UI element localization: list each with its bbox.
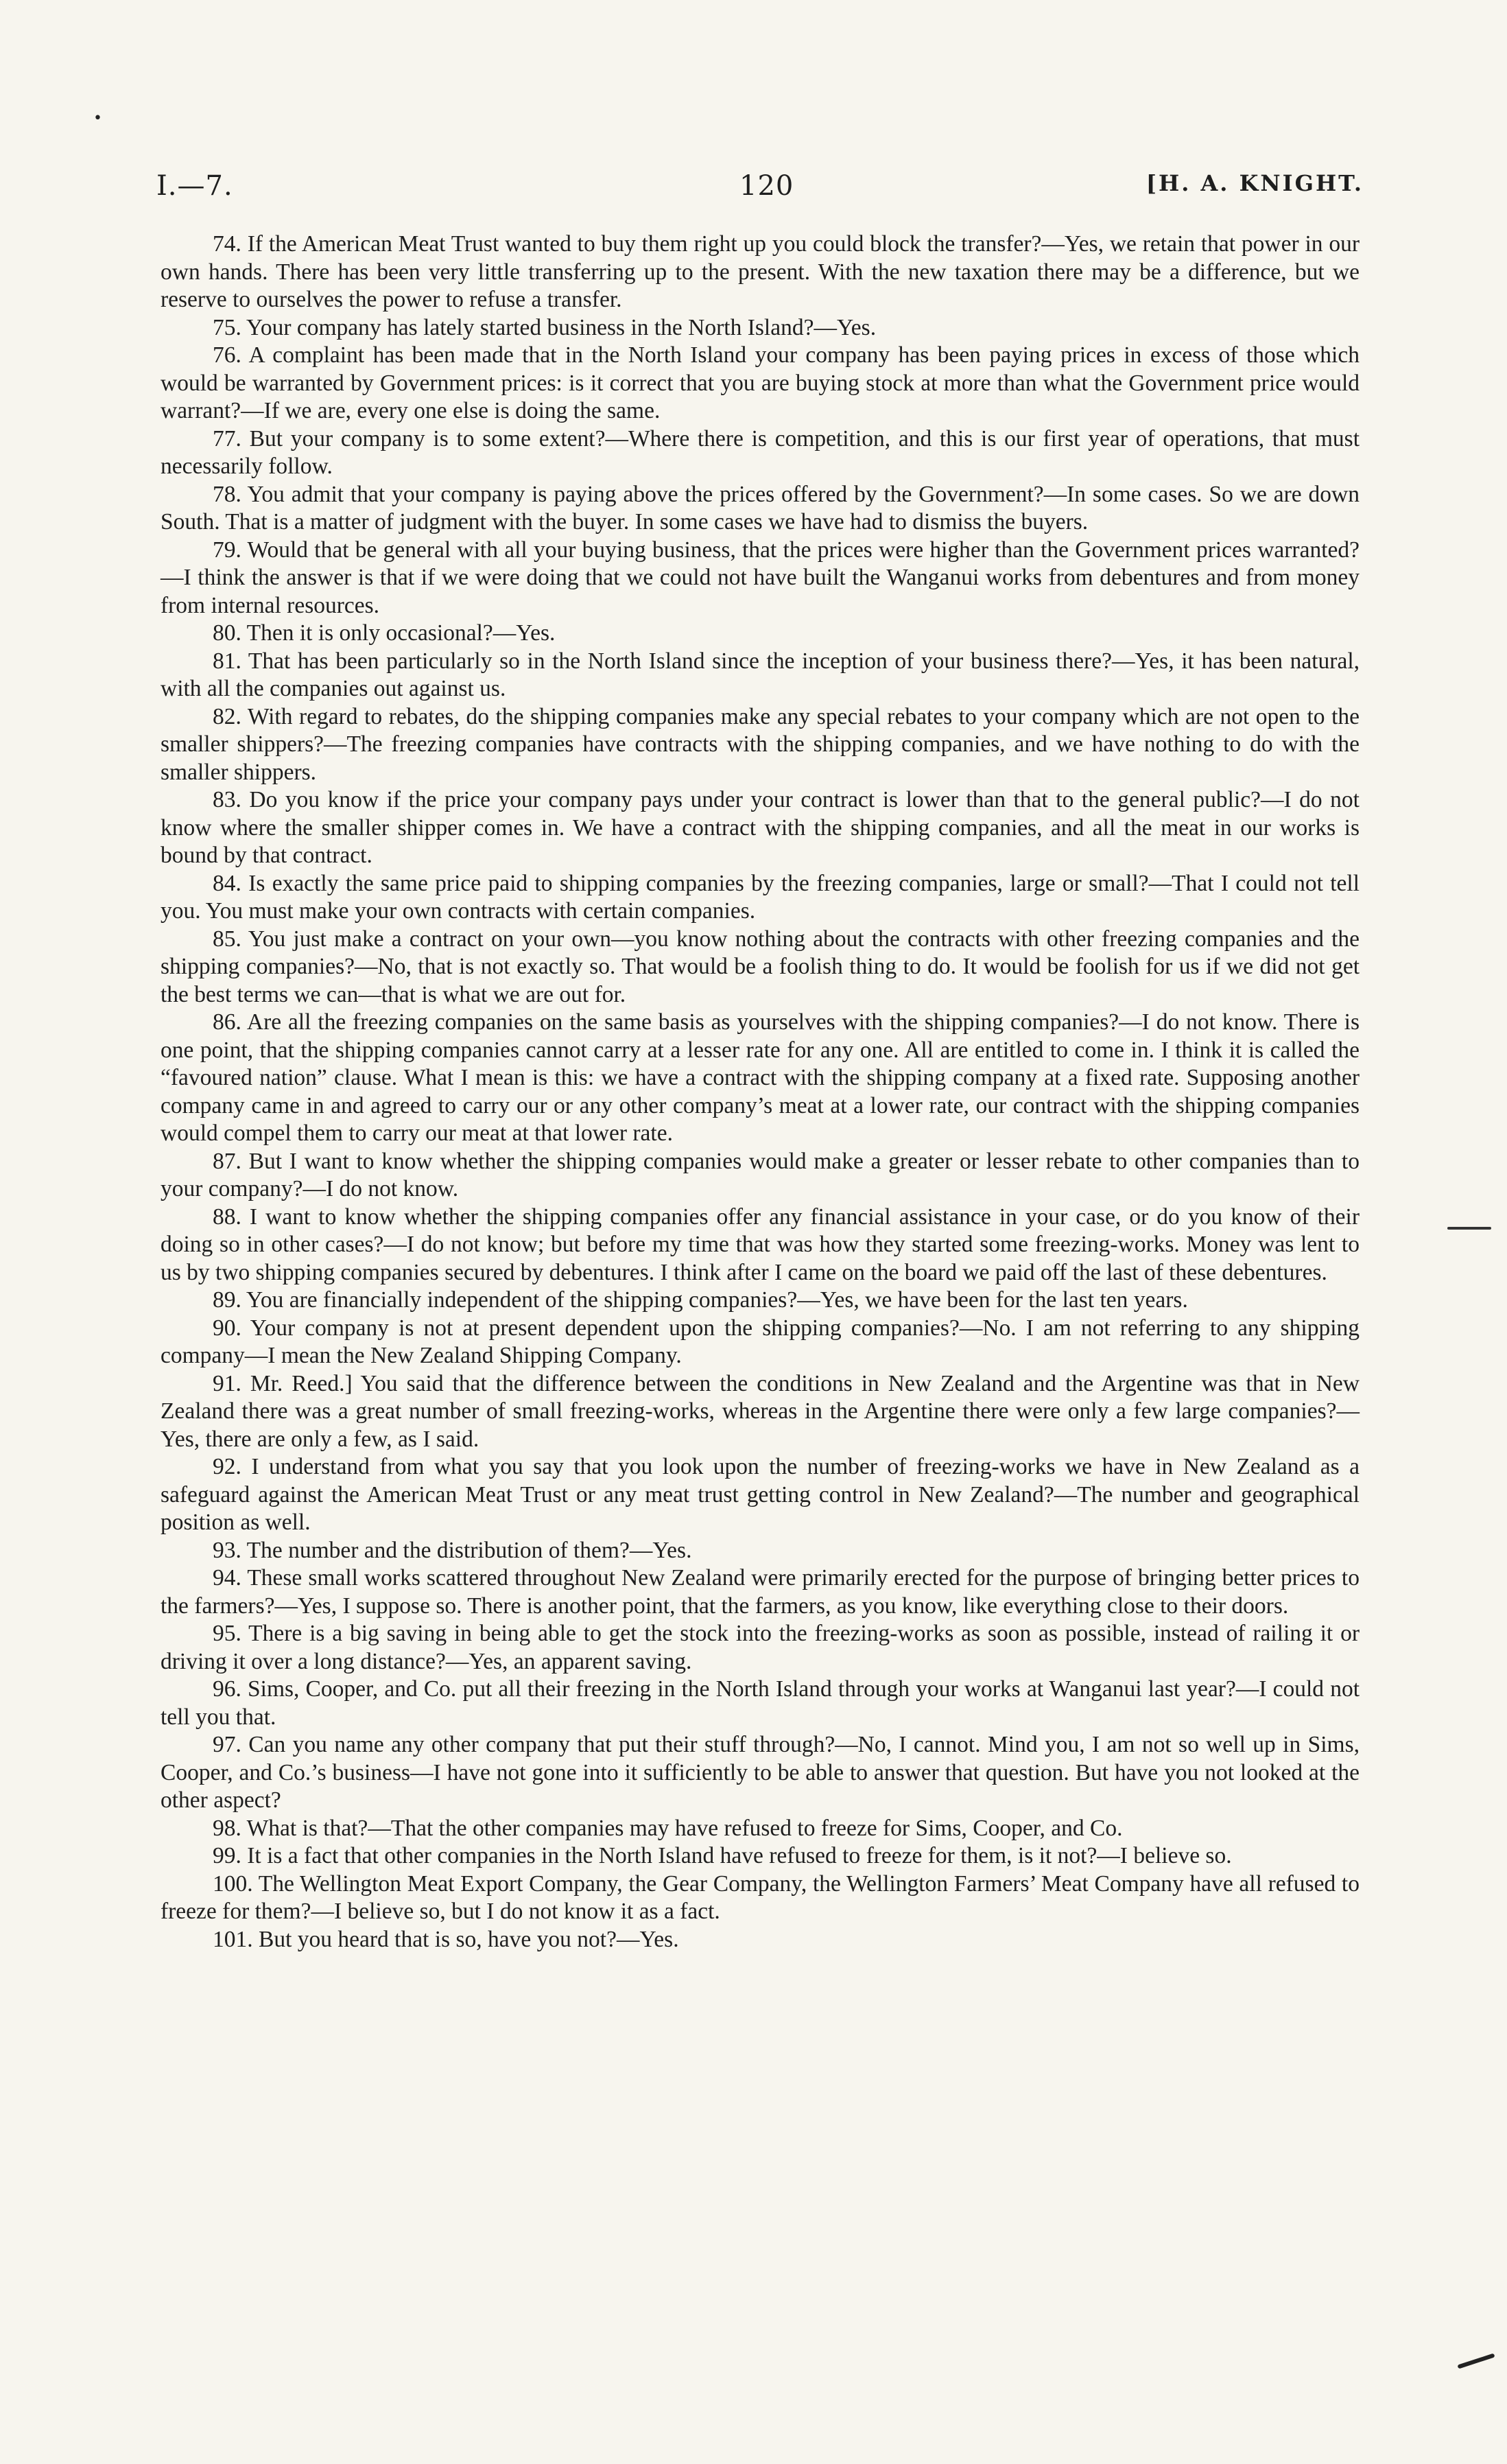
paragraph-q86: 86. Are all the freezing companies on the same basis as yourselves with the shipping companies?—I do not know. There is one point, that the shipping companies cannot carry at a lesser rate for any one. All are entitled to come in. I think it is called the “favoured nation” clause. What I mean is this: we have a contract with the shipping company at a fixed rate. Supposing another company came in and agreed to carry our or any other company’s meat at a lower rate, our contract with the shipping companies would compel them to carry our meat at that lower rate. [161, 1009, 1360, 1146]
page-header [156, 170, 1364, 211]
margin-stroke-mark [1457, 2353, 1495, 2369]
paragraph-q97: 97. Can you name any other company that put their stuff through?—No, I cannot. Mind you, I am not so well up in Sims, Cooper, and Co.’s business—I have not gone into it sufficiently to be able to answer that question. But have you not looked at the other aspect? [161, 1732, 1360, 1813]
paragraph-q89: 89. You are financially independent of the shipping companies?—Yes, we have been for the last ten years. [213, 1287, 1188, 1313]
document-reference: I.—7. [156, 170, 233, 202]
stray-dot-mark: • [93, 110, 102, 127]
paragraph-q101: 101. But you heard that is so, have you not?—Yes. [213, 1926, 679, 1952]
paragraph-q93: 93. The number and the distribution of them?—Yes. [213, 1537, 692, 1563]
paragraph-q92: 92. I understand from what you say that you look upon the number of freezing-works we have in New Zealand as a safeguard against the American Meat Trust or any meat trust getting control in New Zealand?—The number and geographical position as well. [161, 1454, 1360, 1535]
paragraph-q84: 84. Is exactly the same price paid to shipping companies by the freezing companies, large or small?—That I could not tell you. You must make your own contracts with certain companies. [161, 870, 1360, 924]
paragraph-q74: 74. If the American Meat Trust wanted to buy them right up you could block the transfer?—Yes, we retain that power in our own hands. There has been very little transferring up to the present. With the new taxation there may be a difference, but we reserve to ourselves the power to refuse a transfer. [161, 231, 1360, 312]
page-number: 120 [739, 170, 794, 202]
paragraph-q79: 79. Would that be general with all your buying business, that the prices were higher than the Government prices warranted?—I think the answer is that if we were doing that we could not have built the Wanganui works from debentures and from money from internal resources. [161, 537, 1360, 618]
paragraph-q99: 99. It is a fact that other companies in the North Island have refused to freeze for them, is it not?—I believe so. [213, 1843, 1232, 1868]
margin-dash-mark [1447, 1227, 1491, 1230]
paragraph-q85: 85. You just make a contract on your own—you know nothing about the contracts with other freezing companies and the shipping companies?—No, that is not exactly so. That would be a foolish thing to do. It would be foolish for us if we did not get the best terms we can—that is what we are out for. [161, 926, 1360, 1007]
paragraph-q83: 83. Do you know if the price your company pays under your contract is lower than that to the general public?—I do not know where the smaller shipper comes in. We have a contract with the shipping companies, and all the meat in our works is bound by that contract. [161, 787, 1360, 868]
paragraph-q90: 90. Your company is not at present dependent upon the shipping companies?—No. I am not referring to any shipping company—I mean the New Zealand Shipping Company. [161, 1315, 1360, 1368]
transcript-body [161, 231, 1360, 1953]
paragraph-q100: 100. The Wellington Meat Export Company, the Gear Company, the Wellington Farmers’ Meat Company have all refused to freeze for them?—I believe so, but I do not know it as a fact. [161, 1870, 1360, 1924]
paragraph-q96: 96. Sims, Cooper, and Co. put all their freezing in the North Island through your works at Wanganui last year?—I could not tell you that. [161, 1676, 1360, 1730]
paragraph-q87: 87. But I want to know whether the shipping companies would make a greater or lesser rebate to other companies than to your company?—I do not know. [161, 1148, 1360, 1201]
paragraph-q76: 76. A complaint has been made that in the North Island your company has been paying prices in excess of those which would be warranted by Government prices: is it correct that you are buying stock at more than what the Government price would warrant?—If we are, every one else is doing the same. [161, 342, 1360, 423]
witness-name: [H. A. KNIGHT. [1146, 170, 1364, 196]
paragraph-q95: 95. There is a big saving in being able to get the stock into the freezing-works as soon as possible, instead of railing it or driving it over a long distance?—Yes, an apparent saving. [161, 1621, 1360, 1674]
paragraph-q77: 77. But your company is to some extent?—Where there is competition, and this is our first year of operations, that must necessarily follow. [161, 425, 1360, 479]
paragraph-q98: 98. What is that?—That the other companies may have refused to freeze for Sims, Cooper, and Co. [213, 1815, 1123, 1841]
paragraph-q78: 78. You admit that your company is paying above the prices offered by the Government?—In some cases. So we are down South. That is a matter of judgment with the buyer. In some cases we have had to dismiss the buyers. [161, 481, 1360, 535]
paragraph-q81: 81. That has been particularly so in the North Island since the inception of your business there?—Yes, it has been natural, with all the companies out against us. [161, 648, 1360, 701]
paragraph-q80: 80. Then it is only occasional?—Yes. [213, 620, 556, 646]
paragraph-q94: 94. These small works scattered throughout New Zealand were primarily erected for the purpose of bringing better prices to the farmers?—Yes, I suppose so. There is another point, that the farmers, as you know, like everything close to their doors. [161, 1565, 1360, 1619]
paragraph-q91: 91. Mr. Reed.] You said that the difference between the conditions in New Zealand and the Argentine was that in New Zealand there was a great number of small freezing-works, whereas in the Argentine there were only a few large companies?—Yes, there are only a few, as I said. [161, 1370, 1360, 1452]
paragraph-q88: 88. I want to know whether the shipping companies offer any financial assistance in your case, or do you know of their doing so in other cases?—I do not know; but before my time that was how they started some freezing-works. Money was lent to us by two shipping companies secured by debentures. I think after I came on the board we paid off the last of these debentures. [161, 1204, 1360, 1285]
paragraph-q82: 82. With regard to rebates, do the shipping companies make any special rebates to your company which are not open to the smaller shippers?—The freezing companies have contracts with the shipping companies, and we have nothing to do with the smaller shippers. [161, 703, 1360, 785]
paragraph-q75: 75. Your company has lately started business in the North Island?—Yes. [213, 314, 877, 340]
